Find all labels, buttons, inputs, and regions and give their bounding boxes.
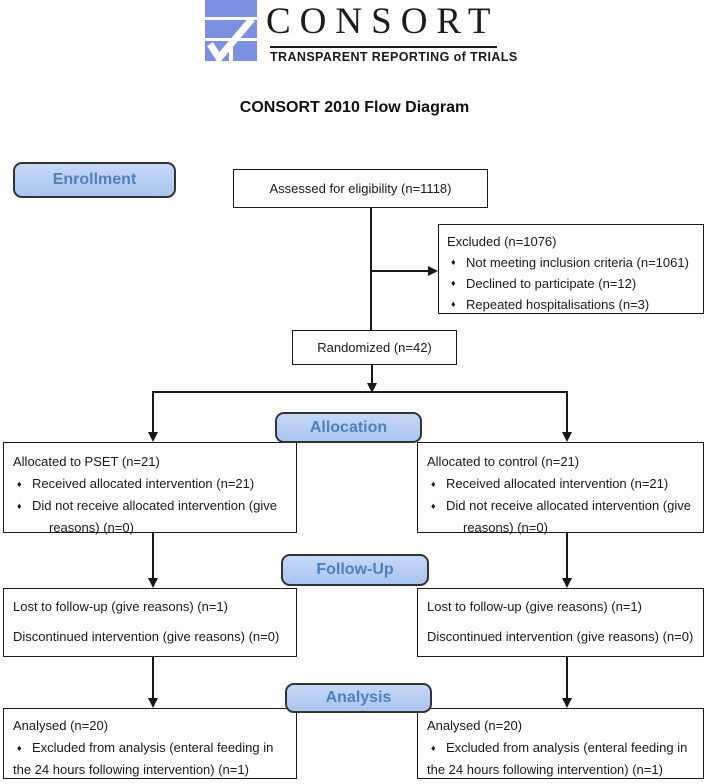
- connector-split-to-alloc-right: [566, 392, 568, 432]
- arrow-down-icon: [148, 578, 158, 588]
- text-line: [13, 473, 287, 495]
- text-line: [13, 617, 287, 626]
- text-line: Lost to follow-up (give reasons) (n=1): [13, 599, 228, 614]
- connector-alloc-to-followup-left: [152, 533, 154, 578]
- text-line: Allocated to control (n=21): [427, 454, 580, 469]
- bullet-text: Repeated hospitalisations (n=3): [466, 297, 650, 312]
- arrow-right-icon: [428, 266, 438, 276]
- text-line: [447, 273, 695, 294]
- connector-split-horizontal: [152, 391, 568, 393]
- logo-tagline: TRANSPARENT REPORTING of TRIALS: [270, 50, 518, 64]
- bullet-text: Excluded from analysis (enteral feeding in: [446, 740, 688, 755]
- bullet-text: Received allocated intervention (n=21): [446, 476, 669, 491]
- arrow-down-icon: [562, 698, 572, 708]
- text-line: reasons) (n=0): [463, 520, 548, 535]
- text-line: [427, 737, 694, 759]
- text-line: Analysed (n=20): [427, 718, 523, 733]
- stage-label-followup: Follow-Up: [281, 554, 429, 586]
- bullet-diamond-icon: ♦: [431, 743, 436, 753]
- box-excluded: [438, 224, 704, 314]
- arrow-down-icon: [148, 698, 158, 708]
- text-line: [13, 495, 287, 517]
- stage-label-allocation: Allocation: [275, 412, 422, 443]
- box-followup-control: [417, 588, 704, 657]
- connector-split-to-alloc-left: [152, 392, 154, 432]
- text-line: [13, 737, 287, 759]
- stage-label-enrollment: Enrollment: [13, 162, 176, 198]
- text-line: [447, 252, 695, 273]
- arrow-down-icon: [562, 432, 572, 442]
- bullet-text: Received allocated intervention (n=21): [32, 476, 255, 491]
- text-line: Lost to follow-up (give reasons) (n=1): [427, 599, 642, 614]
- box-analysis-control: [417, 708, 704, 779]
- text-line: [447, 294, 695, 315]
- arrow-down-icon: [148, 432, 158, 442]
- connector-followup-to-analysis-left: [152, 657, 154, 698]
- connector-followup-to-analysis-right: [566, 657, 568, 698]
- consort-checkmark-icon: [205, 0, 257, 61]
- bullet-diamond-icon: ♦: [17, 743, 22, 753]
- connector-randomized-to-split: [371, 365, 373, 384]
- bullet-text: Did not receive allocated intervention (give: [446, 498, 691, 513]
- text-line: the 24 hours following intervention) (n=1): [13, 762, 249, 777]
- stage-label-analysis: Analysis: [285, 683, 432, 713]
- connector-alloc-to-followup-right: [566, 533, 568, 578]
- bullet-diamond-icon: ♦: [451, 299, 456, 309]
- box-allocation-control: [417, 442, 704, 533]
- consort-wordmark: CONSORT: [266, 1, 500, 42]
- text-line: [427, 617, 694, 626]
- box-followup-pset: [3, 588, 297, 657]
- bullet-text: Did not receive allocated intervention (give: [32, 498, 277, 513]
- box-allocation-pset: [3, 442, 297, 533]
- bullet-text: Excluded from analysis (enteral feeding in: [32, 740, 274, 755]
- text-line: reasons) (n=0): [49, 520, 134, 535]
- connector-assessed-to-randomized: [370, 208, 372, 330]
- box-randomized: Randomized (n=42): [292, 330, 457, 365]
- bullet-text: Declined to participate (n=12): [466, 276, 637, 291]
- bullet-diamond-icon: ♦: [431, 501, 436, 511]
- text-line: Allocated to PSET (n=21): [13, 454, 160, 469]
- text-line: the 24 hours following intervention) (n=1): [427, 762, 663, 777]
- page-title: CONSORT 2010 Flow Diagram: [239, 99, 470, 116]
- text-line: Excluded (n=1076): [447, 234, 557, 249]
- bullet-diamond-icon: ♦: [17, 501, 22, 511]
- connector-branch-to-excluded: [371, 270, 428, 272]
- bullet-diamond-icon: ♦: [17, 479, 22, 489]
- text-line: [427, 473, 694, 495]
- bullet-diamond-icon: ♦: [431, 479, 436, 489]
- text-line: Discontinued intervention (give reasons) (n=0): [427, 629, 694, 644]
- bullet-diamond-icon: ♦: [451, 278, 456, 288]
- arrow-down-icon: [562, 578, 572, 588]
- box-assessed-for-eligibility: Assessed for eligibility (n=1118): [233, 169, 488, 208]
- bullet-diamond-icon: ♦: [451, 257, 456, 267]
- bullet-text: Not meeting inclusion criteria (n=1061): [466, 255, 689, 270]
- text-line: Analysed (n=20): [13, 718, 109, 733]
- text-line: Discontinued intervention (give reasons) (n=0): [13, 629, 280, 644]
- logo-divider: [270, 46, 497, 48]
- text-line: [427, 495, 694, 517]
- box-analysis-pset: [3, 708, 297, 779]
